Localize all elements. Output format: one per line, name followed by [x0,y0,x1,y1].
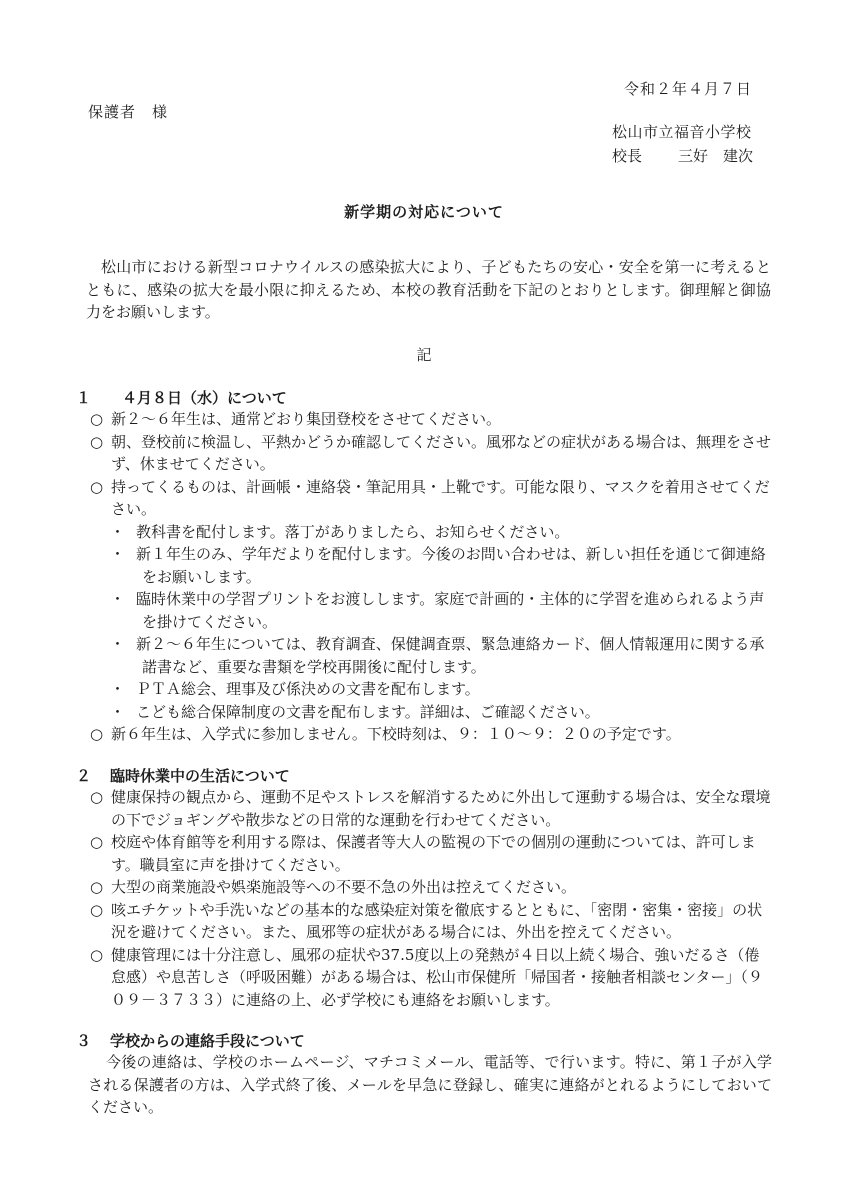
list-item [90,876,772,899]
dot-bullet: ・ [110,680,126,698]
section-3-body: 今後の連絡は、学校のホームページ、マチコミメール、電話等、で行います。特に、第１子が入学される保護者の方は、入学式終了後、メールを早急に登録し、確実に連絡がとれるようにしておいてください。 [88,1053,772,1116]
circle-bullet: ○ [90,432,104,451]
section-2-heading [76,765,290,786]
principal-name: 三好 建次 [678,147,754,165]
section-2-list [90,786,772,1011]
circle-bullet: ○ [90,900,104,919]
intro-paragraph: 松山市における新型コロナウイルスの感染拡大により、子どもたちの安心・安全を第一に考えるとともに、感染の拡大を最小限に抑えるため、本校の教育活動を下記のとおりとします。御理解と御協力をお願いします。 [86,258,771,321]
sub-list-item [90,678,772,701]
principal-title: 校長 [612,147,643,165]
list-item [90,786,772,831]
section-title: 臨時休業中の生活について [110,767,290,785]
item-text: 朝、登校前に検温し、平熱かどうか確認してください。風邪などの症状がある場合は、無理をさせず、休ませてください。 [111,432,772,473]
item-text: 健康管理には十分注意し、風邪の症状や37.5度以上の発熱が４日以上続く場合、強いだるさ（倦怠感）や息苦しさ（呼吸困難）がある場合は、松山市保健所「帰国者・接触者相談センター」（９０９－３７３３）に連絡の上、必ず学校にも連絡をお願いします。 [111,945,763,1009]
addressee: 保護者 様 [88,103,169,121]
dot-bullet: ・ [110,635,126,653]
circle-bullet: ○ [90,477,104,496]
circle-bullet: ○ [90,833,104,851]
dot-bullet: ・ [110,590,126,608]
item-text: 新２～６年生は、通常どおり集団登校をさせてください。 [111,410,502,428]
dot-bullet: ・ [110,545,126,563]
section-3-heading [76,1030,305,1051]
item-text: 大型の商業施設や娯楽施設等への不要不急の外出は控えてください。 [111,878,577,896]
sub-list-item [90,701,772,724]
list-item [90,944,772,1012]
document-date: 令和２年４月７日 [623,80,752,98]
sub-list-item [90,543,772,588]
sub-item-text: こども総合保障制度の文書を配布します。詳細は、ご確認ください。 [136,702,600,721]
item-text: 健康保持の観点から、運動不足やストレスを解消するために外出して運動する場合は、安全な環境の下でジョギングや散歩などの日常的な運動を行わせてください。 [111,788,771,829]
list-item [90,476,772,521]
dot-bullet: ・ [110,702,126,721]
circle-bullet: ○ [90,410,104,428]
circle-bullet: ○ [90,725,104,743]
section-title: 学校からの連絡手段について [110,1032,305,1050]
sub-list-item [90,521,772,544]
section-number: ２ [76,767,92,785]
sub-item-text: 臨時休業中の学習プリントをお渡しします。家庭で計画的・主体的に学習を進められるよう声を掛けてください。 [136,590,765,631]
ki-marker: 記 [416,346,432,364]
sub-item-text: 新１年生のみ、学年だよりを配付します。今後のお問い合わせは、新しい担任を通じて御連絡をお願いします。 [136,545,766,586]
sub-list-item [90,633,772,678]
section-number: １ [76,389,92,407]
item-text: 校庭や体育館等を利用する際は、保護者等大人の監視の下での個別の運動については、許可します。職員室に声を掛けてください。 [111,833,756,874]
sub-item-text: ＰＴＡ総会、理事及び係決めの文書を配布します。 [136,680,480,698]
list-item [90,408,772,431]
document-title: 新学期の対応について [344,203,504,221]
item-text: 持ってくるものは、計画帳・連絡袋・筆記用具・上靴です。可能な限り、マスクを着用させてください。 [111,477,770,518]
school-name: 松山市立福音小学校 [612,123,752,141]
list-item [90,431,772,476]
principal-line [612,145,753,166]
circle-bullet: ○ [90,788,104,806]
section-1-heading [76,387,287,408]
list-item [90,723,772,746]
sub-item-text: 新２～６年生については、教育調査、保健調査票、緊急連絡カード、個人情報運用に関する承諾書など、重要な書類を学校再開後に配付します。 [136,635,765,676]
section-title: ４月８日（水）について [122,389,287,407]
section-number: ３ [76,1032,92,1050]
circle-bullet: ○ [90,878,104,896]
sub-list-item [90,588,772,633]
item-text: 新６年生は、入学式に参加しません。下校時刻は、９：１０～９：２０の予定です。 [111,725,681,743]
list-item [90,899,772,944]
item-text: 咳エチケットや手洗いなどの基本的な感染症対策を徹底するとともに、「密閉・密集・密接」の状況を避けてください。また、風邪等の症状がある場合には、外出を控えてください。 [111,900,763,941]
dot-bullet: ・ [110,522,126,541]
list-item [90,831,772,876]
sub-item-text: 教科書を配付します。落丁がありましたら、お知らせください。 [136,522,570,541]
section-1-list [90,408,772,746]
circle-bullet: ○ [90,945,104,964]
